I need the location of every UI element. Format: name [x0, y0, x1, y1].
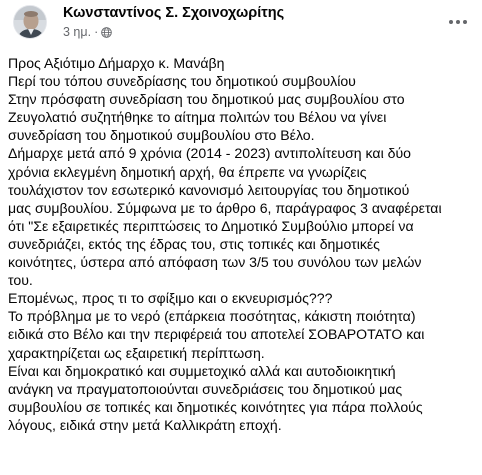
- post-text-line: Ζευγολατιό συζητήθηκε το αίτημα πολιτών του Βέλου να γίνει: [8, 109, 387, 126]
- post-text-line: Περί του τόπου συνεδρίασης του δημοτικού συμβουλίου: [8, 73, 356, 90]
- post-text: [8, 54, 478, 434]
- post-text-line: Δήμαρχε μετά από 9 χρόνια (2014 - 2023) αντιπολίτευση και δύο: [8, 145, 412, 162]
- avatar-photo: [14, 6, 47, 39]
- post-text-line: συμβουλίου σε τοπικές και δημοτικές κοινότητες για πάρα πολλούς: [8, 398, 423, 415]
- post-timestamp[interactable]: 3 ημ.: [63, 25, 92, 39]
- more-options-button[interactable]: [442, 6, 474, 38]
- post-text-line: χαρακτηρίζεται ως εξαιρετική περίπτωση.: [8, 344, 265, 361]
- author-name[interactable]: Κωνσταντίνος Σ. Σχοινοχωρίτης: [63, 5, 285, 21]
- post-text-line: κοινότητες, ύστερα από απόφαση των 3/5 του συνόλου των μελών: [8, 254, 422, 271]
- post-text-line: Το πρόβλημα με το νερό (επάρκεια ποσότητας, κάκιστη ποιότητα): [8, 308, 416, 325]
- more-options-icon: [448, 19, 468, 25]
- globe-icon[interactable]: [101, 27, 112, 38]
- post-text-line: συνεδριάζει, εκτός της έδρας του, στις τοπικές και δημοτικές: [8, 235, 380, 252]
- post-text-line: μας συμβουλίου. Σύμφωνα με το άρθρο 6, παράγραφος 3 αναφέρεται: [8, 199, 442, 216]
- post-text-line: ειδικά στο Βέλο και την περιφέρειά του αποτελεί ΣΟΒΑΡΟΤΑΤΟ και: [8, 326, 425, 343]
- post-text-line: χρόνια εκλεγμένη δημοτική αρχή, θα έπρεπε να γνωρίζεις: [8, 163, 367, 180]
- post-meta: [63, 25, 112, 39]
- meta-separator: ·: [94, 25, 99, 39]
- post-text-line: Επομένως, προς τι το σφίξιμο και ο εκνευρισμός???: [8, 290, 333, 307]
- post-text-line: συνεδρίαση του δημοτικού συμβουλίου στο Βέλο.: [8, 127, 315, 144]
- post-text-line: Στην πρόσφατη συνεδρίαση του δημοτικού μας συμβουλίου στο: [8, 91, 405, 108]
- post-text-line: τουλάχιστον τον εσωτερικό κανονισμό λειτουργίας του δημοτικού: [8, 181, 410, 198]
- post-text-line: λόγους, ειδικά στην μετά Καλλικράτη εποχή.: [8, 416, 282, 433]
- post-text-line: του.: [8, 272, 33, 289]
- author-avatar[interactable]: [13, 5, 47, 39]
- post-text-line: ανάγκη να πραγματοποιούνται συνεδριάσεις του δημοτικού μας: [8, 380, 403, 397]
- post-text-line: Είναι και δημοκρατικό και συμμετοχικό αλλά και αυτοδιοικητική: [8, 362, 396, 379]
- post-header: [8, 2, 474, 46]
- post-text-line: ότι "Σε εξαιρετικές περιπτώσεις το Δημοτικό Συμβούλιο μπορεί να: [8, 217, 414, 234]
- post-text-line: Προς Αξιότιμο Δήμαρχο κ. Μανάβη: [8, 55, 225, 71]
